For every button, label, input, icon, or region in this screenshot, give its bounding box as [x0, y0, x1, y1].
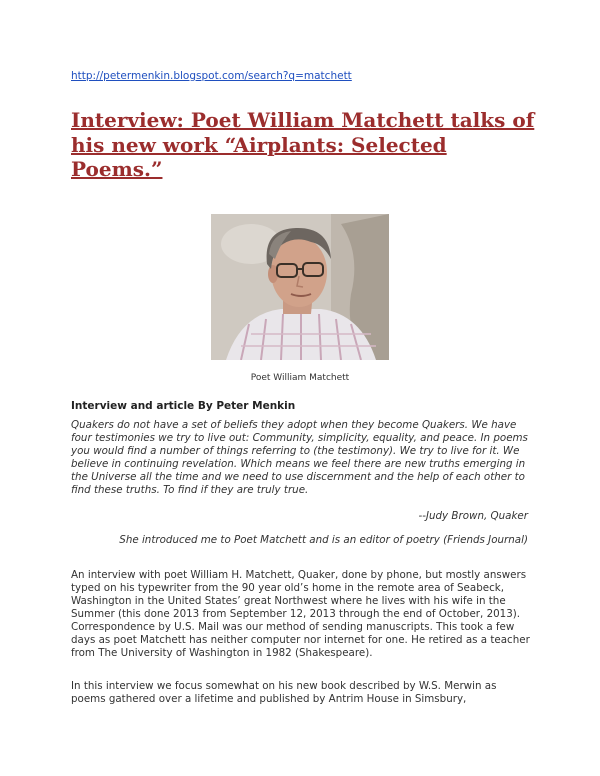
byline: Interview and article By Peter Menkin — [71, 400, 296, 412]
author-photo — [211, 214, 389, 360]
body-paragraph: In this interview we focus somewhat on his new book described by W.S. Merwin as poems gathered over a lifetime and published by Antrim House in Simsbury, — [71, 680, 497, 705]
source-link[interactable]: http://petermenkin.blogspot.com/search?q=matchett — [71, 70, 352, 82]
body-paragraph: An interview with poet William H. Matchett, Quaker, done by phone, but mostly answers typed on his typewriter from the 90 year old’s home in the remote area of Seabeck, Washington in the United States’ great Northwest where he lives with his wife in the Summer (this done 2013 from September 12, 2013 through the end of October, 2013). Correspondence by U.S. Mail was our method of sending manuscripts. This took a few days as poet Matchett has neither computer nor internet for one. He retired as a teacher from The University of Washington in 1982 (Shakespeare). — [71, 569, 530, 659]
photo-caption: Poet William Matchett — [250, 373, 350, 383]
quote-attribution: --Judy Brown, Quaker — [418, 510, 528, 522]
opening-quote: Quakers do not have a set of beliefs they adopt when they become Quakers. We have four testimonies we try to live out: Community, simplicity, equality, and peace. In poems you would find a number of things referring to (the testimony). We try to live for it. We believe in continuing revelation. Which means we feel there are new truths emerging in the Universe all the time and we need to use discernment and the help of each other to find these truths. To find if they are truly true. — [71, 419, 528, 496]
article-title: Interview: Poet William Matchett talks of his new work “Airplants: Selected Poems.” — [71, 108, 535, 181]
intro-note: She introduced me to Poet Matchett and is an editor of poetry (Friends Journal) — [119, 534, 528, 546]
portrait-image — [211, 214, 389, 360]
